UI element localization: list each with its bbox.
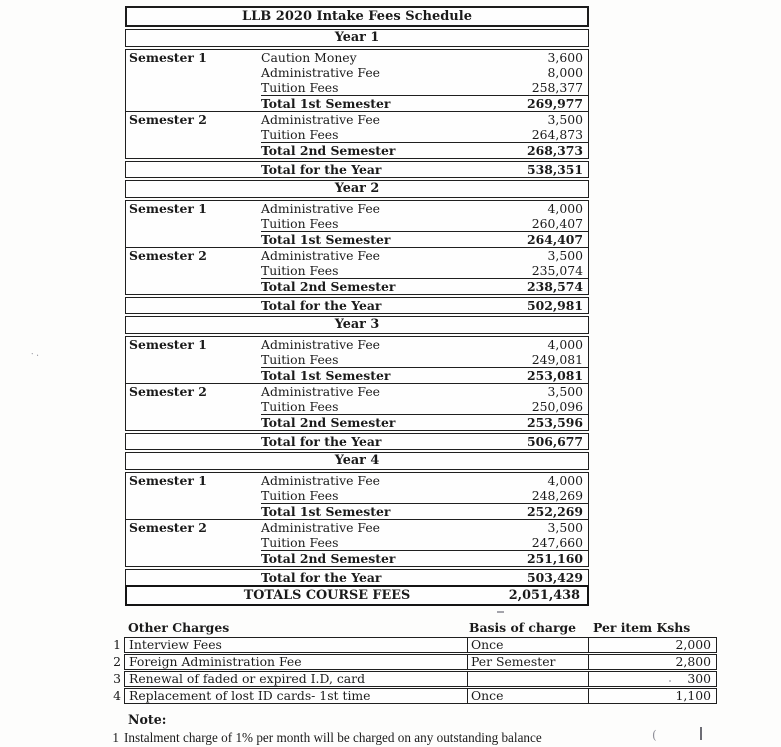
fee-amount: 3,500 bbox=[547, 384, 583, 399]
fee-amount: 248,269 bbox=[531, 488, 583, 503]
semester-label: Semester 2 bbox=[129, 112, 207, 127]
fee-rows bbox=[261, 473, 588, 519]
header-spacer bbox=[100, 620, 124, 636]
other-charge-basis: Once bbox=[467, 689, 588, 703]
year-total-spacer bbox=[126, 570, 261, 585]
semester-total-row bbox=[261, 231, 588, 247]
other-charge-number: 2 bbox=[113, 654, 121, 669]
fee-rows bbox=[261, 384, 588, 430]
scan-dash-artifact bbox=[497, 611, 504, 613]
fee-row bbox=[261, 80, 588, 95]
fee-rows bbox=[261, 201, 588, 247]
semester-block bbox=[126, 247, 588, 294]
year-total-inner bbox=[261, 298, 588, 313]
fee-amount: 264,873 bbox=[531, 127, 583, 142]
scan-speck-artifact: ·. bbox=[30, 348, 42, 360]
other-charge-amount: 2,800 bbox=[588, 655, 716, 669]
semester-total-row bbox=[261, 550, 588, 566]
fee-amount: 4,000 bbox=[547, 337, 583, 352]
other-charge-basis bbox=[467, 672, 588, 686]
fee-description: Tuition Fees bbox=[261, 80, 339, 95]
fee-amount: 3,500 bbox=[547, 248, 583, 263]
other-charge-row bbox=[100, 654, 724, 670]
fee-amount: 247,660 bbox=[531, 535, 583, 550]
fee-row bbox=[261, 337, 588, 352]
year-total-spacer bbox=[126, 434, 261, 449]
semester-total-amount: 268,373 bbox=[526, 143, 583, 158]
other-charge-description: Renewal of faded or expired I.D, card bbox=[129, 671, 366, 686]
fee-row bbox=[261, 352, 588, 367]
note-label: Note: bbox=[128, 712, 167, 727]
semester-block bbox=[126, 337, 588, 383]
totals-course-fees-label: TOTALS COURSE FEES bbox=[243, 587, 411, 603]
other-charge-amount: 300 bbox=[588, 672, 716, 686]
year-total-amount: 538,351 bbox=[526, 162, 583, 177]
fee-description: Tuition Fees bbox=[261, 488, 339, 503]
semester-total-row bbox=[261, 142, 588, 158]
totals-course-fees-row bbox=[125, 585, 589, 606]
semester-total-row bbox=[261, 503, 588, 519]
fee-amount: 3,500 bbox=[547, 112, 583, 127]
year-total-row bbox=[125, 297, 589, 314]
year-header: Year 2 bbox=[125, 180, 589, 198]
other-charges-rows bbox=[100, 637, 724, 704]
semester-label: Semester 2 bbox=[129, 384, 207, 399]
other-charge-amount: 2,000 bbox=[588, 638, 716, 652]
semester-total-label: Total 1st Semester bbox=[261, 232, 391, 247]
semester-total-row bbox=[261, 278, 588, 294]
semester-label: Semester 1 bbox=[129, 473, 207, 488]
semester-group bbox=[125, 49, 589, 159]
fee-description: Tuition Fees bbox=[261, 352, 339, 367]
other-charge-number: 1 bbox=[113, 637, 121, 652]
fee-row bbox=[261, 127, 588, 142]
semester-total-row bbox=[261, 367, 588, 383]
year-total-label: Total for the Year bbox=[261, 298, 382, 313]
fees-schedule-table bbox=[125, 29, 589, 586]
fee-description: Administrative Fee bbox=[261, 248, 380, 263]
fee-amount: 8,000 bbox=[547, 65, 583, 80]
other-charge-description: Foreign Administration Fee bbox=[129, 654, 302, 669]
semester-total-label: Total 1st Semester bbox=[261, 368, 391, 383]
fee-description: Administrative Fee bbox=[261, 520, 380, 535]
semester-block bbox=[126, 473, 588, 519]
other-charge-box bbox=[124, 637, 717, 653]
semester-block bbox=[126, 201, 588, 247]
year-total-amount: 502,981 bbox=[526, 298, 583, 313]
fee-description: Tuition Fees bbox=[261, 127, 339, 142]
fee-amount: 260,407 bbox=[531, 216, 583, 231]
fee-description: Administrative Fee bbox=[261, 384, 380, 399]
fee-row bbox=[261, 384, 588, 399]
schedule-title: LLB 2020 Intake Fees Schedule bbox=[125, 6, 589, 27]
fee-row bbox=[261, 50, 588, 65]
semester-label: Semester 1 bbox=[129, 50, 207, 65]
other-charge-basis: Once bbox=[467, 638, 588, 652]
semester-total-row bbox=[261, 414, 588, 430]
fee-row bbox=[261, 112, 588, 127]
fee-rows bbox=[261, 337, 588, 383]
fee-description: Caution Money bbox=[261, 50, 357, 65]
fee-amount: 250,096 bbox=[531, 399, 583, 414]
fee-description: Tuition Fees bbox=[261, 399, 339, 414]
fee-row bbox=[261, 399, 588, 414]
other-charges-section bbox=[100, 620, 724, 704]
year-header: Year 4 bbox=[125, 452, 589, 470]
semester-group bbox=[125, 200, 589, 295]
fee-amount: 258,377 bbox=[531, 80, 583, 95]
other-charge-row bbox=[100, 637, 724, 653]
fee-description: Tuition Fees bbox=[261, 263, 339, 278]
fee-row bbox=[261, 473, 588, 488]
year-total-label: Total for the Year bbox=[261, 162, 382, 177]
fee-description: Administrative Fee bbox=[261, 473, 380, 488]
fee-row bbox=[261, 65, 588, 80]
year-total-label: Total for the Year bbox=[261, 434, 382, 449]
fee-amount: 3,600 bbox=[547, 50, 583, 65]
fee-row bbox=[261, 201, 588, 216]
other-charge-description: Replacement of lost ID cards- 1st time bbox=[129, 688, 371, 703]
semester-block bbox=[126, 519, 588, 566]
note-line-text: Instalment charge of 1% per month will be charged on any outstanding balance bbox=[124, 730, 542, 745]
other-charge-amount: 1,100 bbox=[588, 689, 716, 703]
other-charge-row bbox=[100, 688, 724, 704]
fee-row bbox=[261, 520, 588, 535]
year-total-inner bbox=[261, 162, 588, 177]
year-header: Year 1 bbox=[125, 29, 589, 47]
fee-rows bbox=[261, 112, 588, 158]
fee-rows bbox=[261, 50, 588, 111]
fee-row bbox=[261, 535, 588, 550]
other-charge-description: Interview Fees bbox=[129, 637, 222, 652]
fee-description: Administrative Fee bbox=[261, 112, 380, 127]
fee-rows bbox=[261, 520, 588, 566]
per-item-kshs-header: Per item Kshs bbox=[593, 620, 691, 635]
fee-row bbox=[261, 488, 588, 503]
fee-row bbox=[261, 216, 588, 231]
semester-label: Semester 1 bbox=[129, 337, 207, 352]
semester-total-amount: 264,407 bbox=[526, 232, 583, 247]
fee-amount: 4,000 bbox=[547, 473, 583, 488]
year-total-amount: 503,429 bbox=[526, 570, 583, 585]
note-line bbox=[100, 730, 740, 745]
semester-total-amount: 269,977 bbox=[526, 96, 583, 111]
year-total-inner bbox=[261, 434, 588, 449]
other-charge-number: 4 bbox=[113, 688, 121, 703]
semester-block bbox=[126, 383, 588, 430]
year-total-row bbox=[125, 569, 589, 586]
fee-rows bbox=[261, 248, 588, 294]
semester-block bbox=[126, 111, 588, 158]
semester-total-amount: 238,574 bbox=[526, 279, 583, 294]
totals-course-fees-amount: 2,051,438 bbox=[508, 587, 580, 603]
semester-total-label: Total 2nd Semester bbox=[261, 143, 396, 158]
year-header: Year 3 bbox=[125, 316, 589, 334]
scan-paren-artifact: ( bbox=[652, 728, 657, 742]
fee-amount: 249,081 bbox=[531, 352, 583, 367]
fee-amount: 4,000 bbox=[547, 201, 583, 216]
semester-total-row bbox=[261, 95, 588, 111]
fee-description: Administrative Fee bbox=[261, 337, 380, 352]
note-line-number: 1 bbox=[112, 730, 119, 745]
other-charges-header-row bbox=[100, 620, 724, 636]
fee-amount: 3,500 bbox=[547, 520, 583, 535]
semester-total-label: Total 2nd Semester bbox=[261, 279, 396, 294]
semester-total-amount: 253,081 bbox=[526, 368, 583, 383]
year-total-inner bbox=[261, 570, 588, 585]
fee-amount: 235,074 bbox=[531, 263, 583, 278]
fee-description: Tuition Fees bbox=[261, 216, 339, 231]
year-total-row bbox=[125, 433, 589, 450]
semester-total-amount: 252,269 bbox=[526, 504, 583, 519]
fee-row bbox=[261, 263, 588, 278]
other-charge-box bbox=[124, 688, 717, 704]
semester-total-label: Total 2nd Semester bbox=[261, 415, 396, 430]
semester-label: Semester 2 bbox=[129, 248, 207, 263]
fee-description: Administrative Fee bbox=[261, 201, 380, 216]
other-charge-box bbox=[124, 671, 717, 687]
year-total-row bbox=[125, 161, 589, 178]
year-total-amount: 506,677 bbox=[526, 434, 583, 449]
semester-total-label: Total 2nd Semester bbox=[261, 551, 396, 566]
semester-total-label: Total 1st Semester bbox=[261, 96, 391, 111]
year-total-spacer bbox=[126, 162, 261, 177]
fee-description: Administrative Fee bbox=[261, 65, 380, 80]
semester-label: Semester 2 bbox=[129, 520, 207, 535]
other-charge-box bbox=[124, 654, 717, 670]
fee-description: Tuition Fees bbox=[261, 535, 339, 550]
other-charge-basis: Per Semester bbox=[467, 655, 588, 669]
other-charge-row bbox=[100, 671, 724, 687]
semester-total-amount: 253,596 bbox=[526, 415, 583, 430]
other-charge-number: 3 bbox=[113, 671, 121, 686]
semester-block bbox=[126, 50, 588, 111]
basis-of-charge-header: Basis of charge bbox=[469, 620, 577, 635]
semester-group bbox=[125, 336, 589, 431]
year-total-label: Total for the Year bbox=[261, 570, 382, 585]
year-total-spacer bbox=[126, 298, 261, 313]
note-section bbox=[100, 712, 740, 745]
other-charges-title: Other Charges bbox=[128, 620, 230, 635]
semester-total-amount: 251,160 bbox=[526, 551, 583, 566]
semester-group bbox=[125, 472, 589, 567]
fee-row bbox=[261, 248, 588, 263]
semester-total-label: Total 1st Semester bbox=[261, 504, 391, 519]
semester-label: Semester 1 bbox=[129, 201, 207, 216]
